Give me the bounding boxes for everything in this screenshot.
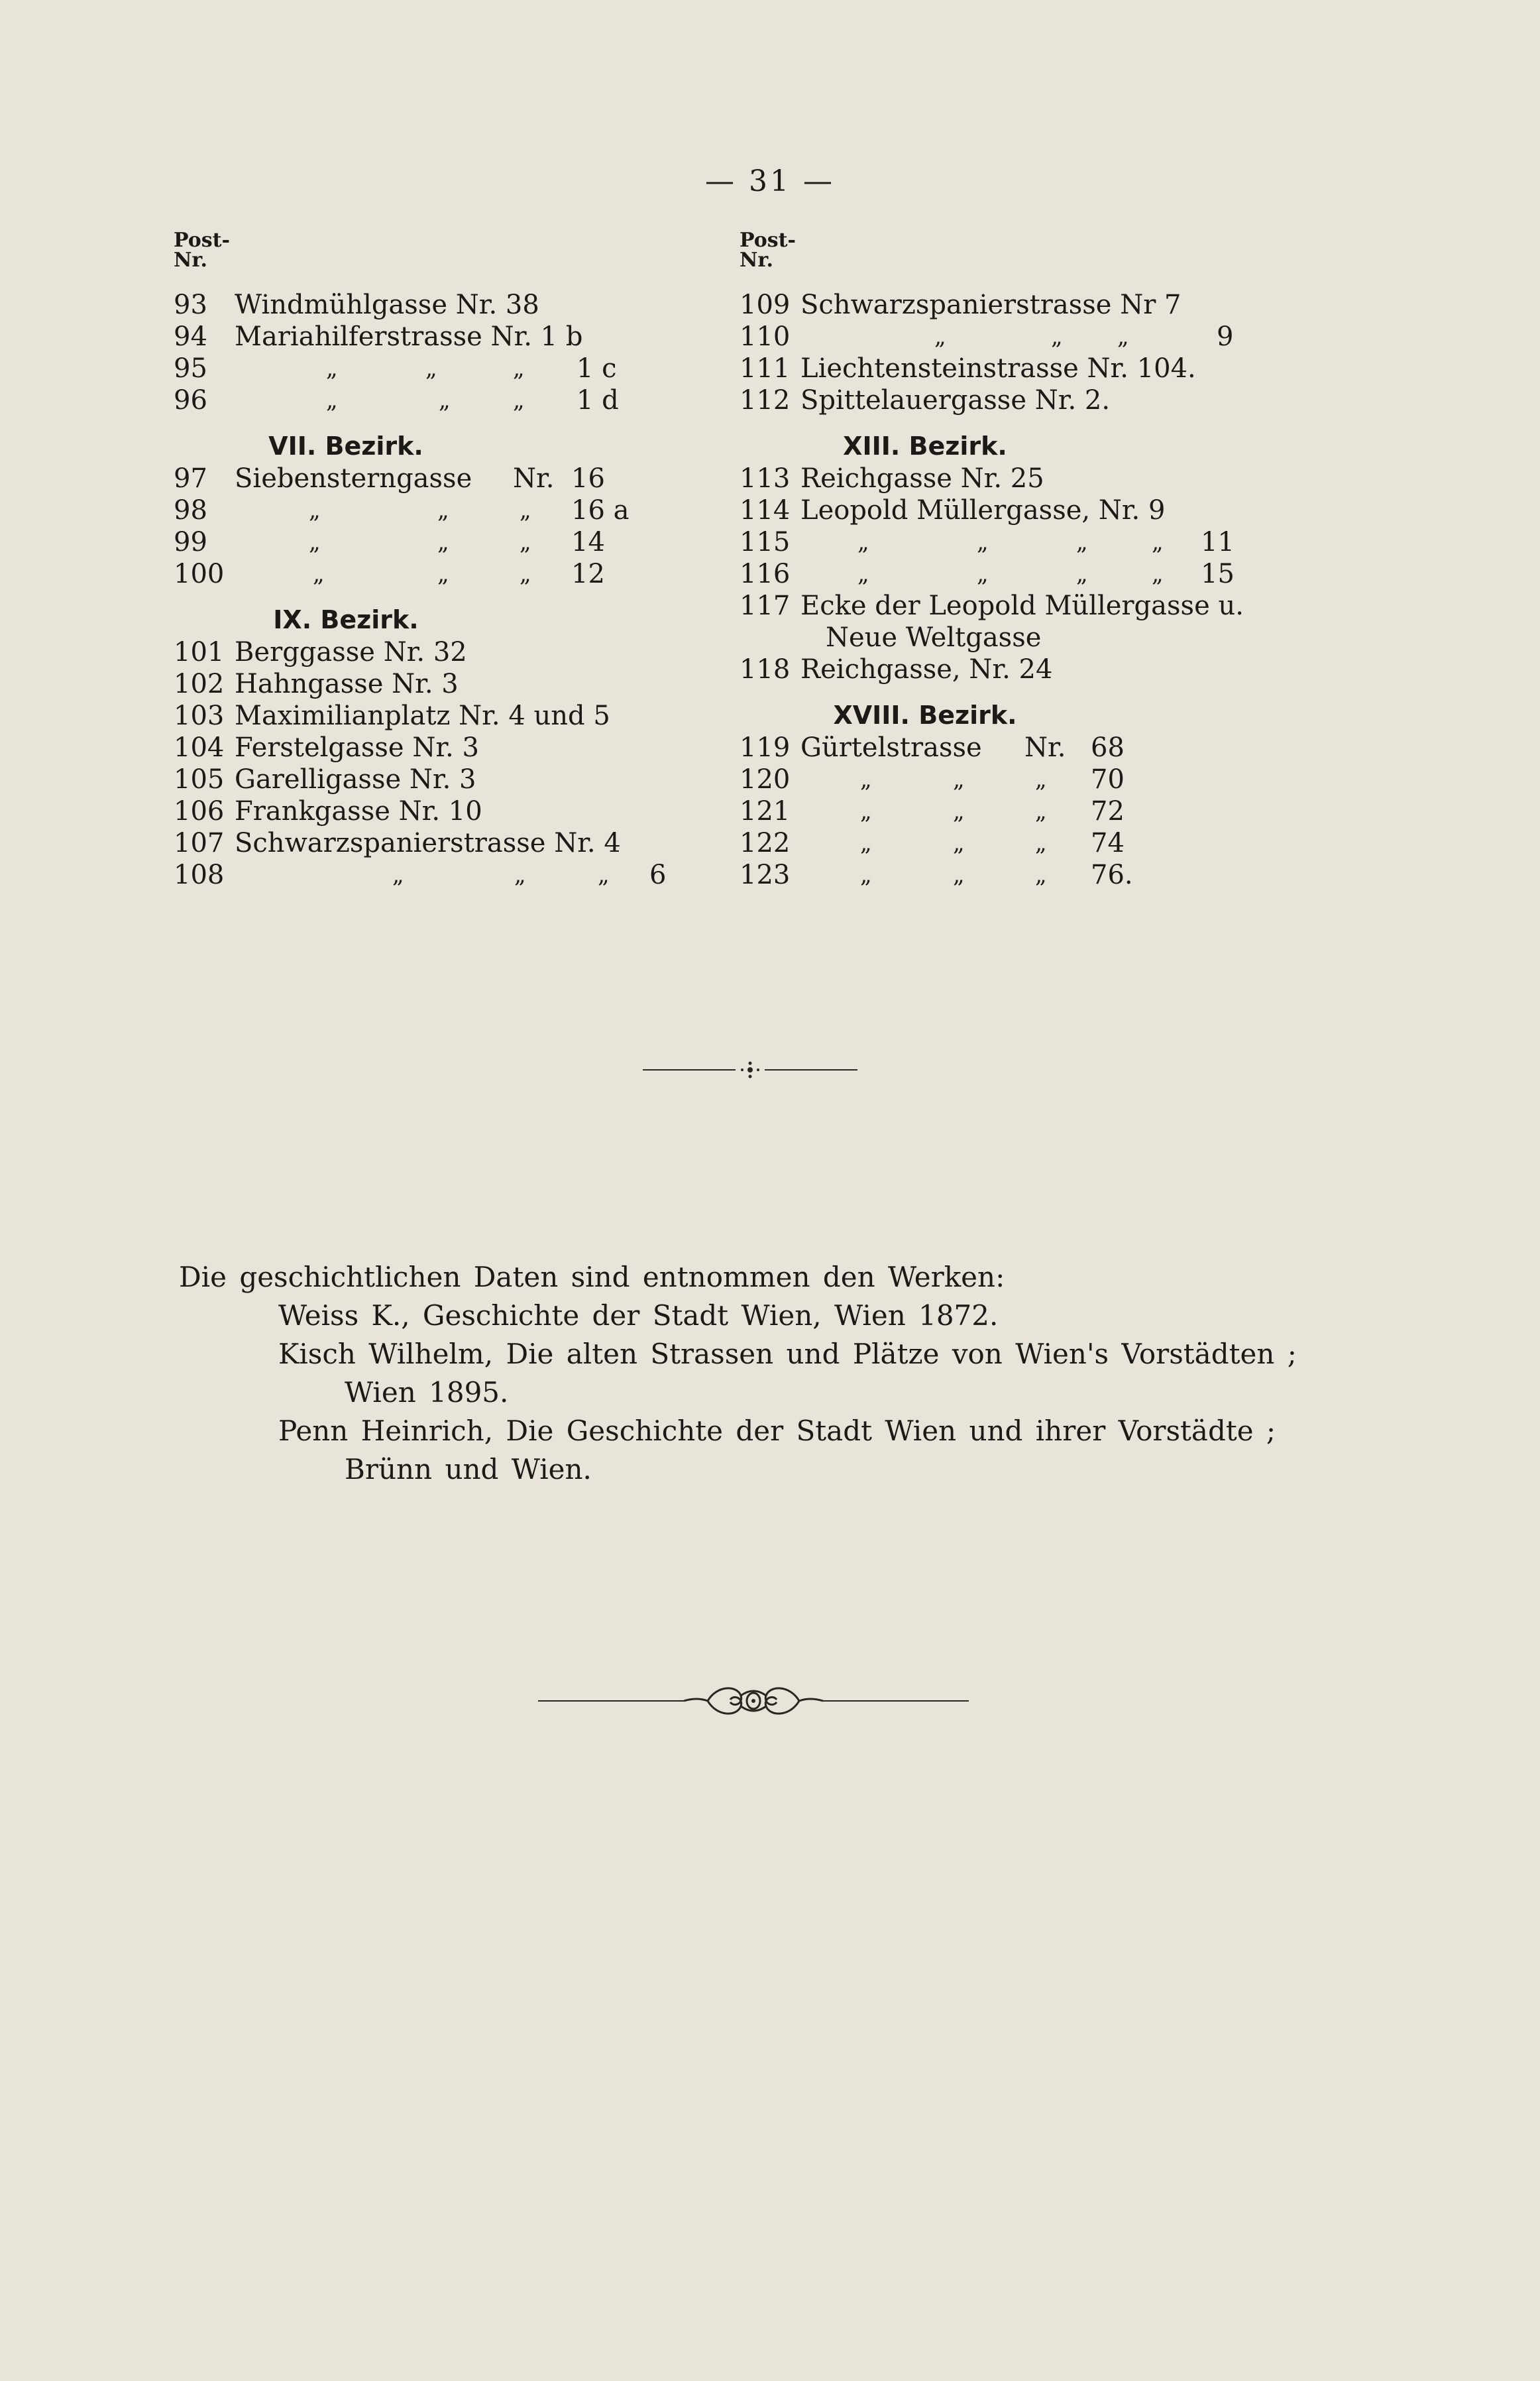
district-heading: XVIII. Bezirk. [833, 701, 1017, 730]
ditto-mark: „ [520, 561, 531, 587]
entry-number: 115 [740, 527, 791, 557]
street-name: Maximilianplatz Nr. 4 und 5 [235, 701, 610, 731]
entry-number: 121 [740, 796, 791, 827]
entry-number: 98 [174, 495, 207, 526]
ditto-mark: „ [326, 355, 338, 382]
house-number: 16 [571, 463, 605, 494]
post-label-line2: Nr. [174, 249, 207, 272]
street-name: Schwarzspanierstrasse Nr 7 [800, 290, 1182, 320]
house-number: 15 [1201, 559, 1235, 589]
street-name: Frankgasse Nr. 10 [235, 796, 482, 827]
ditto-mark: „ [520, 529, 531, 555]
entry-number: 116 [740, 559, 791, 589]
ditto-mark: „ [437, 529, 449, 555]
ditto-mark: „ [437, 497, 449, 524]
list-item [740, 827, 1336, 859]
entry-number: 108 [174, 860, 225, 890]
ditto-mark: „ [520, 497, 531, 524]
entry-number: 94 [174, 321, 207, 352]
entry-number: 109 [740, 290, 791, 320]
ditto-mark: „ [309, 497, 321, 524]
reference-text-continuation: Wien 1895. [345, 1376, 509, 1409]
house-number: 9 [1217, 321, 1234, 352]
house-number: 11 [1201, 527, 1235, 557]
street-name: Reichgasse, Nr. 24 [800, 654, 1053, 685]
entry-number: 114 [740, 495, 791, 526]
entry-number: 111 [740, 353, 791, 384]
ditto-mark: „ [1035, 830, 1047, 856]
ditto-mark: „ [953, 830, 965, 856]
ditto-mark: „ [1035, 862, 1047, 888]
entry-number: 117 [740, 591, 791, 621]
post-label-line1: Post- [740, 229, 796, 252]
reference-text-continuation: Brünn und Wien. [345, 1453, 592, 1485]
ditto-mark: „ [392, 862, 404, 888]
ditto-mark: „ [313, 561, 325, 587]
entry-number: 103 [174, 701, 225, 731]
ditto-mark: „ [977, 561, 989, 587]
street-name: Garelligasse Nr. 3 [235, 764, 476, 795]
references-section [179, 1258, 1345, 1489]
ditto-mark: „ [953, 798, 965, 825]
ditto-mark: „ [437, 561, 449, 587]
house-number: 76. [1091, 860, 1133, 890]
list-item [174, 558, 704, 590]
ditto-mark: „ [1152, 561, 1164, 587]
entry-number: 123 [740, 860, 791, 890]
street-name: Mariahilferstrasse Nr. 1 b [235, 321, 583, 352]
house-number: 6 [649, 860, 667, 890]
list-item [174, 289, 704, 321]
house-number: 1 d [577, 385, 619, 416]
list-item [740, 590, 1336, 622]
list-item [174, 384, 704, 416]
entry-number: 110 [740, 321, 791, 352]
list-item [174, 526, 704, 558]
house-number: 72 [1091, 796, 1125, 827]
list-item [740, 764, 1336, 795]
ditto-mark: „ [1051, 323, 1063, 350]
entry-number: 95 [174, 353, 207, 384]
reference-text: Kisch Wilhelm, Die alten Strassen und Plätze von Wien's Vorstädten ; [278, 1338, 1297, 1370]
ditto-mark: „ [860, 798, 872, 825]
list-item [740, 859, 1336, 891]
list-item [174, 827, 704, 859]
list-item [174, 795, 704, 827]
district-heading: VII. Bezirk. [268, 432, 423, 461]
street-name: Berggasse Nr. 32 [235, 637, 467, 668]
street-name: Leopold Müllergasse, Nr. 9 [800, 495, 1166, 526]
list-item [740, 494, 1336, 526]
entry-number: 93 [174, 290, 207, 320]
house-number: 1 c [577, 353, 617, 384]
list-item [740, 384, 1336, 416]
entry-number: 120 [740, 764, 791, 795]
entry-number: 101 [174, 637, 225, 668]
post-label-line1: Post- [174, 229, 230, 252]
street-name: Schwarzspanierstrasse Nr. 4 [235, 828, 621, 858]
list-item [174, 700, 704, 732]
street-name: Hahngasse Nr. 3 [235, 669, 459, 699]
entry-number: 100 [174, 559, 225, 589]
entry-number: 105 [174, 764, 225, 795]
street-name: Reichgasse Nr. 25 [800, 463, 1044, 494]
reference-item [179, 1297, 1345, 1335]
entry-number: 104 [174, 732, 225, 763]
list-item [174, 668, 704, 700]
entry-number: 118 [740, 654, 791, 685]
post-nr-header [740, 231, 1336, 270]
street-name: Gürtelstrasse [800, 732, 982, 763]
street-name: Siebensterngasse [235, 463, 472, 494]
section-divider [643, 1061, 857, 1079]
ditto-mark: „ [860, 830, 872, 856]
references-intro: Die geschichtlichen Daten sind entnommen den Werken: [179, 1261, 1005, 1293]
list-item [740, 795, 1336, 827]
reference-text: Weiss K., Geschichte der Stadt Wien, Wien 1872. [278, 1299, 999, 1332]
list-item [740, 463, 1336, 494]
entry-number: 106 [174, 796, 225, 827]
ditto-mark: „ [326, 387, 338, 414]
street-name: Liechtensteinstrasse Nr. 104. [800, 353, 1196, 384]
list-item [740, 732, 1336, 764]
house-number: 74 [1091, 828, 1125, 858]
ditto-mark: „ [1117, 323, 1129, 350]
street-name: Spittelauergasse Nr. 2. [800, 385, 1111, 416]
street-name: Windmühlgasse Nr. 38 [235, 290, 539, 320]
list-item [740, 654, 1336, 685]
list-item [174, 463, 704, 494]
ditto-mark: „ [513, 387, 525, 414]
ditto-mark: „ [514, 862, 526, 888]
ditto-mark: „ [953, 766, 965, 793]
post-label-line2: Nr. [740, 249, 773, 272]
entry-number: 102 [174, 669, 225, 699]
left-column [174, 231, 704, 891]
ditto-mark: „ [857, 529, 869, 555]
ditto-mark: „ [1076, 561, 1088, 587]
ditto-mark: „ [977, 529, 989, 555]
reference-text: Penn Heinrich, Die Geschichte der Stadt Wien und ihrer Vorstädte ; [278, 1415, 1276, 1447]
list-item [174, 764, 704, 795]
list-item [174, 494, 704, 526]
page-number: — 31 — [705, 164, 835, 198]
house-number: 16 a [571, 495, 630, 526]
reference-item [179, 1412, 1345, 1489]
district-heading: XIII. Bezirk. [843, 432, 1007, 461]
list-item [174, 859, 704, 891]
ditto-mark: „ [439, 387, 451, 414]
ornament-divider [538, 1680, 969, 1722]
post-nr-header [174, 231, 704, 270]
entry-number: 122 [740, 828, 791, 858]
street-name: Ecke der Leopold Müllergasse u. [800, 591, 1244, 621]
list-item [174, 732, 704, 764]
ditto-mark: „ [953, 862, 965, 888]
right-column [740, 231, 1336, 891]
ditto-mark: „ [309, 529, 321, 555]
house-number: 14 [571, 527, 605, 557]
street-name-continuation: Neue Weltgasse [826, 622, 1042, 653]
reference-item [179, 1335, 1345, 1412]
ditto-mark: „ [1035, 798, 1047, 825]
entry-number: 119 [740, 732, 791, 763]
ditto-mark: „ [1152, 529, 1164, 555]
district-heading: IX. Bezirk. [273, 605, 419, 634]
ditto-mark: „ [425, 355, 437, 382]
list-item [740, 353, 1336, 384]
list-item [174, 636, 704, 668]
house-number: 12 [571, 559, 605, 589]
entry-number: 99 [174, 527, 207, 557]
ditto-mark: „ [598, 862, 610, 888]
street-name: Ferstelgasse Nr. 3 [235, 732, 479, 763]
ditto-mark: „ [857, 561, 869, 587]
ditto-mark: „ [1076, 529, 1088, 555]
entry-number: 96 [174, 385, 207, 416]
entry-number: 112 [740, 385, 791, 416]
entry-number: 113 [740, 463, 791, 494]
list-item [740, 558, 1336, 590]
list-item [740, 526, 1336, 558]
nr-label: Nr. [513, 463, 555, 494]
ditto-mark: „ [1035, 766, 1047, 793]
ditto-mark: „ [513, 355, 525, 382]
nr-label: Nr. [1024, 732, 1066, 763]
house-number: 68 [1091, 732, 1125, 763]
ditto-mark: „ [860, 766, 872, 793]
list-item [174, 321, 704, 353]
list-item [740, 321, 1336, 353]
list-item [740, 289, 1336, 321]
list-item-continuation [740, 622, 1336, 654]
entry-number: 97 [174, 463, 207, 494]
ditto-mark: „ [934, 323, 946, 350]
ditto-mark: „ [860, 862, 872, 888]
list-item [174, 353, 704, 384]
house-number: 70 [1091, 764, 1125, 795]
entry-number: 107 [174, 828, 225, 858]
